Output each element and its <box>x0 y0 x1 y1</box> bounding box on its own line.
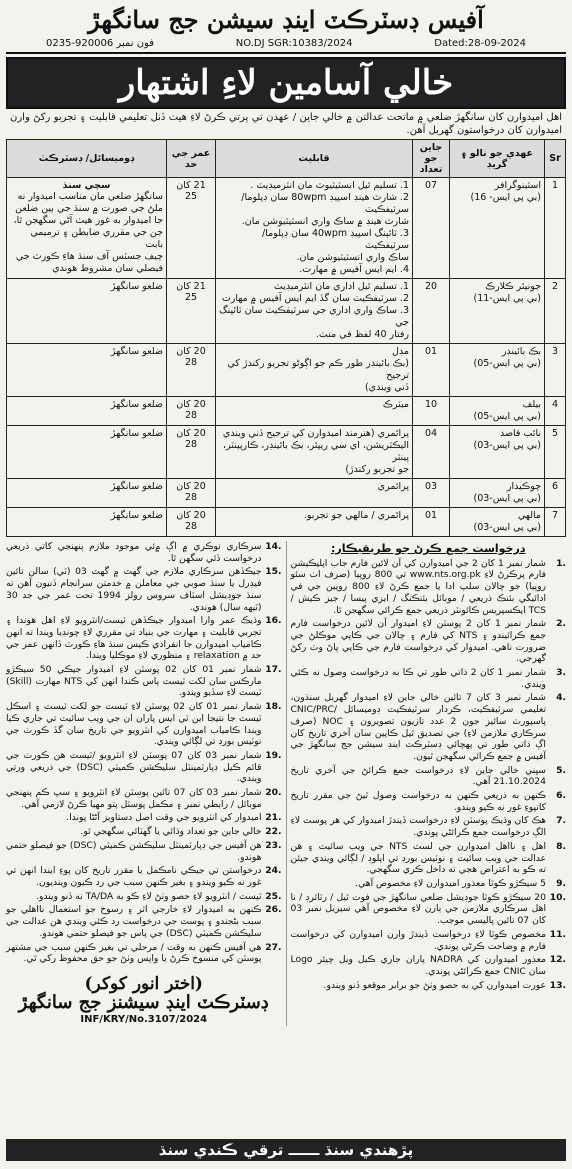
post-line: نائب قاصد <box>499 428 541 439</box>
item-number: 21. <box>265 812 282 824</box>
post-line: (بي پي ايس-03) <box>473 493 541 504</box>
post-line: مالهي <box>517 510 541 521</box>
procedure-column <box>286 541 567 1026</box>
domicile-line: ملڻ جي صورت ۾ سنڌ جي ٻين ضلعن <box>15 203 163 214</box>
office-title: آفيس ڊسٽرڪٽ اينڊ سيشن جج سانگهڙ <box>88 5 484 34</box>
qualification-line: پرائمري / مالهي جو تجربو. <box>303 510 409 521</box>
list-item <box>6 566 282 613</box>
cell-sr: 1 <box>545 178 566 279</box>
list-item <box>291 841 567 876</box>
phone-number: 0235-920006 <box>46 38 114 49</box>
list-item <box>6 826 282 838</box>
item-number: 12. <box>549 954 566 966</box>
post-line: (بي پي ايس-03) <box>473 522 541 533</box>
cell-post <box>450 426 545 479</box>
item-text: سڀني خالي جاين لاءِ درخواست جمع ڪرائڻ جي آخري تاريخ 21.10.2024 آهي. <box>290 764 546 788</box>
table-row <box>7 279 566 344</box>
qualification-line: 2. شارٽ هينڊ اسپيڊ 80wpm سان ڊپلوما/ سرٽيفڪيٽ <box>241 192 409 215</box>
cell-qualification <box>216 397 413 426</box>
item-text: ڪنهن به اميدوار لاءِ خارجي اثر ۽ رسوخ جو استعمال نااهلي جو سبب بڻجندو ۽ پوسٽ جي درخواست رد ڪئي ويندي هن عدالت جي سليڪشن ڪميٽي (DSC) جي پاس جو فيصلو حتمي هوندو. <box>6 904 262 939</box>
cell-count: 03 <box>413 479 450 508</box>
post-line: جونيئر ڪلارڪ <box>485 281 541 292</box>
item-text: عورت اميدوارن کي به حصو وٺڻ جو برابر موقعو ڏنو ويندو. <box>323 979 546 991</box>
qualification-line: اليڪٽريشن، اي سي ريپئر، بڪ بائينڊر، ڪارپينٽر، پينٽر <box>222 440 409 463</box>
list-item <box>291 815 567 838</box>
list-item <box>291 954 567 977</box>
item-number: 19. <box>265 749 282 761</box>
qualification-line: 1. تسليم ٿيل انسٽيٽيوٽ مان انٽرميڊيٽ . <box>250 180 409 191</box>
table-row <box>7 508 566 537</box>
item-text: شمار نمبر 01 کان 02 پوسٽن لاءِ اميدوار جيڪي 50 سيڪڙو مارڪس سان لکت ٽيسٽ پاس ڪندا انهن کي NTS مهارت (Skill) ٽيسٽ لاءِ سڏيو ويندو. <box>6 664 262 699</box>
post-line: چوڪيدار <box>506 481 541 492</box>
domicile-line: جن جي مقرري ضابطن ۽ ترميمي بابت <box>30 227 163 250</box>
post-line: (بي پي ايس- 16) <box>470 192 541 203</box>
footer-slogan: پڙهندي سنڌ ــــــ ترقي ڪندي سنڌ <box>6 1139 566 1161</box>
cell-qualification <box>216 426 413 479</box>
post-line: (بي پي ايس-05) <box>473 411 541 422</box>
item-number: 4. <box>556 692 566 704</box>
item-text: مخصوص ڪوٽا لاءِ درخواست ڏيندڙ وارن اميدوارن کي درخواست فارم ۾ وضاحت ڪرڻي پوندي. <box>290 928 546 952</box>
item-text: شمار نمبر 1 کان 2 پوسٽن لاءِ اميدوار آن لائين درخواست فارم جمع ڪرائيندو ۽ NTS کي فارم ۽ چالان جي ڪاپي موڪلڻ جي ضرورت ناهي. اميدوار کي درخواست فارم جي ڪاپي پاڻ وٽ رکڻ گهرجي. <box>290 618 547 665</box>
advertisement-page <box>6 4 566 1161</box>
cell-count: 04 <box>413 426 450 479</box>
item-number: 2. <box>556 618 566 630</box>
vacancy-table <box>6 139 566 537</box>
cell-age: 20 کان 28 <box>167 344 216 397</box>
cell-qualification <box>216 178 413 279</box>
cell-post <box>450 479 545 508</box>
domicile-line: ضلعو سانگهڙ <box>110 481 163 492</box>
qualification-line: ساڪ واري انسٽيٽيوشن مان. <box>296 252 409 263</box>
item-text: شمار نمبر 03 کان 07 پوسٽن لاءِ انٽرويو /ٽيسٽ هن ڪورٽ جي قائم ڪيل ڊپارٽمينٽل سليڪشن ڪميٽي (DSC) جي ذريعي ورتي ويندي. <box>6 749 262 785</box>
cell-post <box>450 344 545 397</box>
cell-count: 01 <box>413 508 450 537</box>
item-number: 24. <box>265 865 282 877</box>
domicile-line: چيف جسٽس آف سنڌ هاءِ ڪورٽ جي <box>15 251 163 262</box>
phone-block <box>46 36 154 52</box>
procedure-list <box>291 558 567 992</box>
item-number: 26. <box>265 904 282 916</box>
item-number: 14. <box>265 541 282 552</box>
list-item <box>6 787 282 810</box>
list-item <box>6 865 282 888</box>
header-domicile: ڊوميسائل/ ڊسٽرڪٽ <box>7 140 167 178</box>
post-line: (بي پي ايس-05) <box>473 358 541 369</box>
cell-post <box>450 279 545 344</box>
domicile-line: ضلعو سانگهڙ <box>110 399 163 410</box>
item-text: شمار نمبر 3 کان 7 تائين خالي جاين لاءِ اميدوار گهربل سنڌون، تعليمي سرٽيفڪيٽ، ڪردار سرٽيفڪيٽ ڊوميسائل /CNIC/PRC پاسپورٽ سائيز جون 2 عدد تازيون تصويرون ۽ NOC (صرف سرڪاري ملازمن لاءِ) جي تصديق ٿيل ڪاپين سان آخري تاريخ کان اڳ ذاتي طور تي پهچائي ڊسٽرڪٽ اينڊ سيشن جج سانگهڙ جي آفيس ۾ جمع ڪرائي سگهجن ٿيون. <box>290 692 547 762</box>
list-item <box>291 929 567 952</box>
cell-age: 20 کان 28 <box>167 397 216 426</box>
list-item <box>291 618 567 665</box>
cell-domicile <box>7 426 167 479</box>
item-number: 6. <box>556 790 566 802</box>
item-text: شمار نمبر 1 کان 2 ذاتي طور تي ڪا به درخواست وصول نه ڪئي ويندي. <box>290 667 547 690</box>
cell-post <box>450 178 545 279</box>
qualification-line: 3. ٽائپنگ اسپيڊ 40wpm سان ڊپلوما/ سرٽيفڪيٽ <box>261 228 409 251</box>
header-sr: Sr <box>545 140 566 178</box>
item-text: شمار نمبر 1 کان 2 جي اميدوارن کي آن لائين فارم جاب اپليڪيشن فارم پرڪرڻ لاءِ www.nts.org.pk تي 800 روپيا (صرف اٺ سئو روپيا) جو چالان سلپ ادا يا جمع ڪرڻ لاءِ 800 روپين جي في ادائيگي بئنڪ ذريعي / موبائل بئنڪنگ / ايزي پيسا / جيز ڪيش / TCS ايڪسپريس ڪائونٽر ذريعي جمع ڪرائي سگهجن ٿا. <box>290 557 546 616</box>
item-number: 5. <box>556 764 566 776</box>
qualification-line: مڊل <box>392 346 409 357</box>
item-number: 27. <box>265 941 282 953</box>
cell-qualification <box>216 508 413 537</box>
cell-age: 21 کان 25 <box>167 178 216 279</box>
post-line: بڪ بائينڊر <box>501 346 541 357</box>
cell-sr: 2 <box>545 279 566 344</box>
qualification-line: 1. تسليم ٿيل اداري مان انٽرميڊيٽ <box>273 281 409 292</box>
list-item <box>291 765 567 788</box>
post-line: (بي پي ايس-11) <box>473 293 541 304</box>
table-body <box>7 178 566 537</box>
header-age: عمر جي حد <box>167 140 216 178</box>
item-text: 5 سيڪڙو ڪوٽا معذور اميدوارن لاءِ مخصوص آهي. <box>355 877 546 889</box>
item-number: 1. <box>556 557 566 569</box>
reference-number: NO.DJ SGR:10383/2024 <box>235 38 353 49</box>
item-number: 3. <box>556 667 566 679</box>
item-number: 10. <box>549 891 566 903</box>
cell-sr: 6 <box>545 479 566 508</box>
cell-age: 20 کان 28 <box>167 479 216 508</box>
cell-post <box>450 508 545 537</box>
information-reference: INF/KRY/No.3107/2024 <box>80 1014 208 1026</box>
post-line: اسٽينوگرافر <box>494 180 541 191</box>
cell-qualification <box>216 279 413 344</box>
table-header-row <box>7 140 566 178</box>
cell-sr: 4 <box>545 397 566 426</box>
signatory-title: ڊسٽرڪٽ اينڊ سيشنز جج سانگهڙ <box>18 991 269 1013</box>
cell-sr: 5 <box>545 426 566 479</box>
cell-count: 01 <box>413 344 450 397</box>
qualification-line: (بڪ بائينڊر طور ڪم جو اڳوڻو تجربو رکندڙ کي ترجيح <box>227 358 409 381</box>
item-text: ڪنهن به ذريعي ڪنهن به درخواست وصول ٿيڻ جي مقرر تاريخ کانپوءِ غور نه ڪيو ويندو. <box>290 790 546 813</box>
item-number: 7. <box>556 815 566 827</box>
header-qualification: قابليت <box>216 140 413 178</box>
cell-qualification <box>216 344 413 397</box>
qualification-line: شارٽ هينڊ ۾ ساڪ واري انسٽيٽيوشن مان. <box>241 216 409 227</box>
cell-domicile <box>7 178 167 279</box>
qualification-line: ميٽرڪ <box>382 399 409 410</box>
domicile-line: فيصلي سان مشروط هوندي <box>52 263 163 274</box>
list-item <box>291 892 567 927</box>
item-text: اميدوار کي انٽرويو جي وقت اصل دستاويز آڻڻا پوندا. <box>66 812 262 824</box>
item-number: 11. <box>549 928 566 940</box>
cell-qualification <box>216 479 413 508</box>
table-row <box>7 178 566 279</box>
item-number: 8. <box>556 840 566 852</box>
item-text: جيڪڏهن سرڪاري ملازم جي گهٽ ۾ گهٽ 03 (ٽي) سالن تائين فيڊرل يا سنڌ صوبي جي معاملن ۾ خدمتن سرانجام ڏنيون آهن ته سنڌ جوڊيشل اسٽاف سروس رولز 1994 تحت عمر جي حد 30 (ٽيهه سال) هوندي. <box>6 566 262 613</box>
table-row <box>7 397 566 426</box>
cell-sr: 7 <box>545 508 566 537</box>
item-text: هي آفيس ڪنهن به وقت / مرحلي تي بغير ڪنهن سبب جي مشتهر پوسٽن کي منسوخ ڪرڻ يا واپس وٺڻ جو حق محفوظ رکي ٿي. <box>6 941 262 965</box>
qualification-line: 2. سرٽيفڪيٽ سان گڏ ايم ايس آفيس ۾ مهارت <box>221 293 409 304</box>
item-number: 13. <box>549 979 566 991</box>
cell-post <box>450 397 545 426</box>
list-item <box>291 558 567 617</box>
domicile-line: ضلعو سانگهڙ <box>110 281 163 292</box>
item-text: اهل ۽ نااهل اميدوارن جي لسٽ NTS جي ويب سائيٽ ۽ هن عدالت جي ويب سائيٽ ۽ نوٽيس بورڊ تي اپلوڊ / لڳائي ويندي جيئن ته ڪو به اعتراض هجي ته داخل ڪري سگهجي. <box>290 840 546 876</box>
issue-date: Dated:28-09-2024 <box>434 38 526 49</box>
table-row <box>7 426 566 479</box>
post-line: بيلف <box>522 399 541 410</box>
cell-age: 20 کان 28 <box>167 508 216 537</box>
cell-domicile <box>7 344 167 397</box>
cell-count: 10 <box>413 397 450 426</box>
domicile-line: ضلعو سانگهڙ <box>110 346 163 357</box>
item-number: 23. <box>265 839 282 851</box>
conditions-list <box>6 541 282 965</box>
cell-age: 20 کان 28 <box>167 426 216 479</box>
domicile-line: ضلعو سانگهڙ <box>110 428 163 439</box>
list-item <box>6 840 282 863</box>
cell-domicile <box>7 279 167 344</box>
qualification-line: جو تجربو رکندڙ) <box>345 464 409 475</box>
list-item <box>291 878 567 890</box>
list-item <box>6 541 282 564</box>
item-number: 15. <box>265 566 282 578</box>
list-item <box>6 664 282 699</box>
list-item <box>6 615 282 662</box>
item-number: 16. <box>265 615 282 627</box>
list-item <box>6 812 282 824</box>
item-text: درخواستن تي جيڪي نامڪمل يا مقرر تاريخ کان پوءِ ايندا انهن تي غور نه ڪيو ويندو ۽ بغير ڪنهن سبب جي رد ڪيون وينديون. <box>6 865 262 888</box>
domicile-line: سانگهڙ ضلعي مان مناسب اميدوار نه <box>17 191 163 202</box>
item-number: 18. <box>265 701 282 713</box>
cell-age: 21 کان 25 <box>167 279 216 344</box>
item-text: سرڪاري نوڪري ۾ اڳ ۾ئي موجود ملازم پنهنجي کاتي ذريعي درخواست ڏئي سگهن ٿا. <box>6 541 262 564</box>
item-text: شمار نمبر 01 کان 02 پوسٽن لاءِ ٽيسٽ جو لکت ٽيسٽ ۽ اسڪل ٽيسٽ جا نتيجا اين ٽي ايس پاران ان جي ويب سائيٽ تي جاري ڪيا ويندا ڪامياب اميدوارن کي انٽرويو جي تاريخ سان گڏ ڪورٽ جي نوٽيس بورڊ تي لڳائي ويندي. <box>6 701 262 748</box>
cell-domicile <box>7 479 167 508</box>
qualification-line: پرائمري (هنرمند اميدوارن کي ترجيح ڏني ويندي <box>222 428 409 439</box>
item-text: شمار نمبر 03 کان 07 تائين پوسٽن لاءِ انٽرويو ۽ سڀ ڪم پنهنجي موبائل / رابطي نمبر ۽ مڪمل پوسٽل پتو مهيا ڪرڻ لازمي آهي. <box>6 787 262 810</box>
phone-label: فون نمبر <box>116 38 154 49</box>
qualification-line: ڏني ويندي) <box>364 382 409 393</box>
item-number: 25. <box>265 890 282 902</box>
domicile-title: سچي سنڌ <box>62 180 111 191</box>
list-item <box>6 891 282 903</box>
qualification-line: رفتار 40 لفظ في منٽ. <box>315 329 409 340</box>
post-line: (بي پي ايس-03) <box>473 440 541 451</box>
cell-sr: 3 <box>545 344 566 397</box>
list-item <box>291 790 567 813</box>
intro-text: اهل اميدوارن کان سانگهڙ ضلعي ۾ ماتحت عدالتن ۾ خالي جاين / عهدن تي پرتي ڪرڻ لاءِ هيٺ ڏنل تعليمي قابليت ۽ تجربو رکڻ وارن اميدوارن کان درخواستون گهربل آهن. <box>10 112 562 136</box>
list-item <box>6 904 282 939</box>
domicile-line: ضلعو سانگهڙ <box>110 510 163 521</box>
item-text: هڪ کان وڌيڪ پوسٽن لاءِ درخواست ڏيندڙ اميدوار کي هر پوسٽ لاءِ الڳ درخواست جمع ڪرائڻي پوندي. <box>290 815 546 839</box>
list-item <box>6 750 282 785</box>
list-item <box>291 667 567 690</box>
domicile-line: جا اميدوار به غور هيٺ آڻي سگهجن ٿا، <box>13 215 163 226</box>
instructions-columns <box>6 541 566 1026</box>
cell-domicile <box>7 508 167 537</box>
list-item <box>291 980 567 992</box>
procedure-heading: درخواست جمع ڪرڻ جو طريقيڪار: <box>331 542 526 555</box>
item-text: معذور اميدوارن کي NADRA پاران جاري ڪيل ويل چيئر Logo سان CNIC جمع ڪرائڻي پوندي. <box>290 954 546 977</box>
meta-row <box>6 36 566 54</box>
cell-count: 07 <box>413 178 450 279</box>
item-number: 22. <box>265 826 282 838</box>
item-number: 20. <box>265 787 282 799</box>
conditions-column <box>6 541 286 1026</box>
item-number: 9. <box>556 877 566 889</box>
cell-count: 20 <box>413 279 450 344</box>
qualification-line: 3. ساڪ واري اداري جي سرٽيفڪيٽ سان ٽائپنگ جي <box>219 305 409 328</box>
list-item <box>291 692 567 762</box>
headline-banner: خالي آسامين لاءِ اشتهار <box>6 57 566 109</box>
qualification-line: 4. ايم ايس آفيس ۾ مهارت. <box>299 264 409 275</box>
qualification-line: پرائمري <box>377 481 409 492</box>
item-text: ٽيسٽ / انٽرويو لاءِ حصو وٺڻ لاءِ ڪو به TA/DA نه ڏنو ويندو. <box>36 890 262 902</box>
cell-domicile <box>7 397 167 426</box>
item-text: وڌيڪ عمر وارا اميدوار جيڪڏهن ٽيسٽ/انٽرويو لاءِ اهل هوندا ۽ تجربي قابليت ۽ مهارت جي بنياد تي مقرري لاءِ چونڊيا ويندا ته انهن ڪامياب اميدوارن جا انفرادي ڪيس سنڌ هاءِ ڪورٽ ڏانهن عمر جي حد ۾ relaxation ۽ منظوري لاءِ موڪليا ويندا. <box>6 615 262 662</box>
table-row <box>7 344 566 397</box>
item-number: 17. <box>265 664 282 676</box>
list-item <box>6 701 282 748</box>
signatory-name: (اختر انور کوکر) <box>84 973 203 994</box>
table-row <box>7 479 566 508</box>
item-text: 20 سيڪڙو ڪوٽا جوڊيشل ضلعي سانگهڙ جي فوت ٿيل / رٽائرڊ / نا اهل سرڪاري ملازمن جي ٻارن لاءِ مخصوص آهي سيريل نمبر 03 کان 07 تائين پاليسي موجب. <box>290 891 546 927</box>
item-text: خالي جاين جو تعداد وڌائي يا گهٽائي سگهجي ٿو. <box>80 826 262 838</box>
item-text: هن آفيس جي ڊپارٽمينٽل سليڪشن ڪميٽي (DSC) جو فيصلو حتمي هوندو. <box>6 839 262 863</box>
header-count: جاين جو تعداد <box>413 140 450 178</box>
header-post: عهدي جو نالو ۽ گريڊ <box>450 140 545 178</box>
list-item <box>6 942 282 965</box>
